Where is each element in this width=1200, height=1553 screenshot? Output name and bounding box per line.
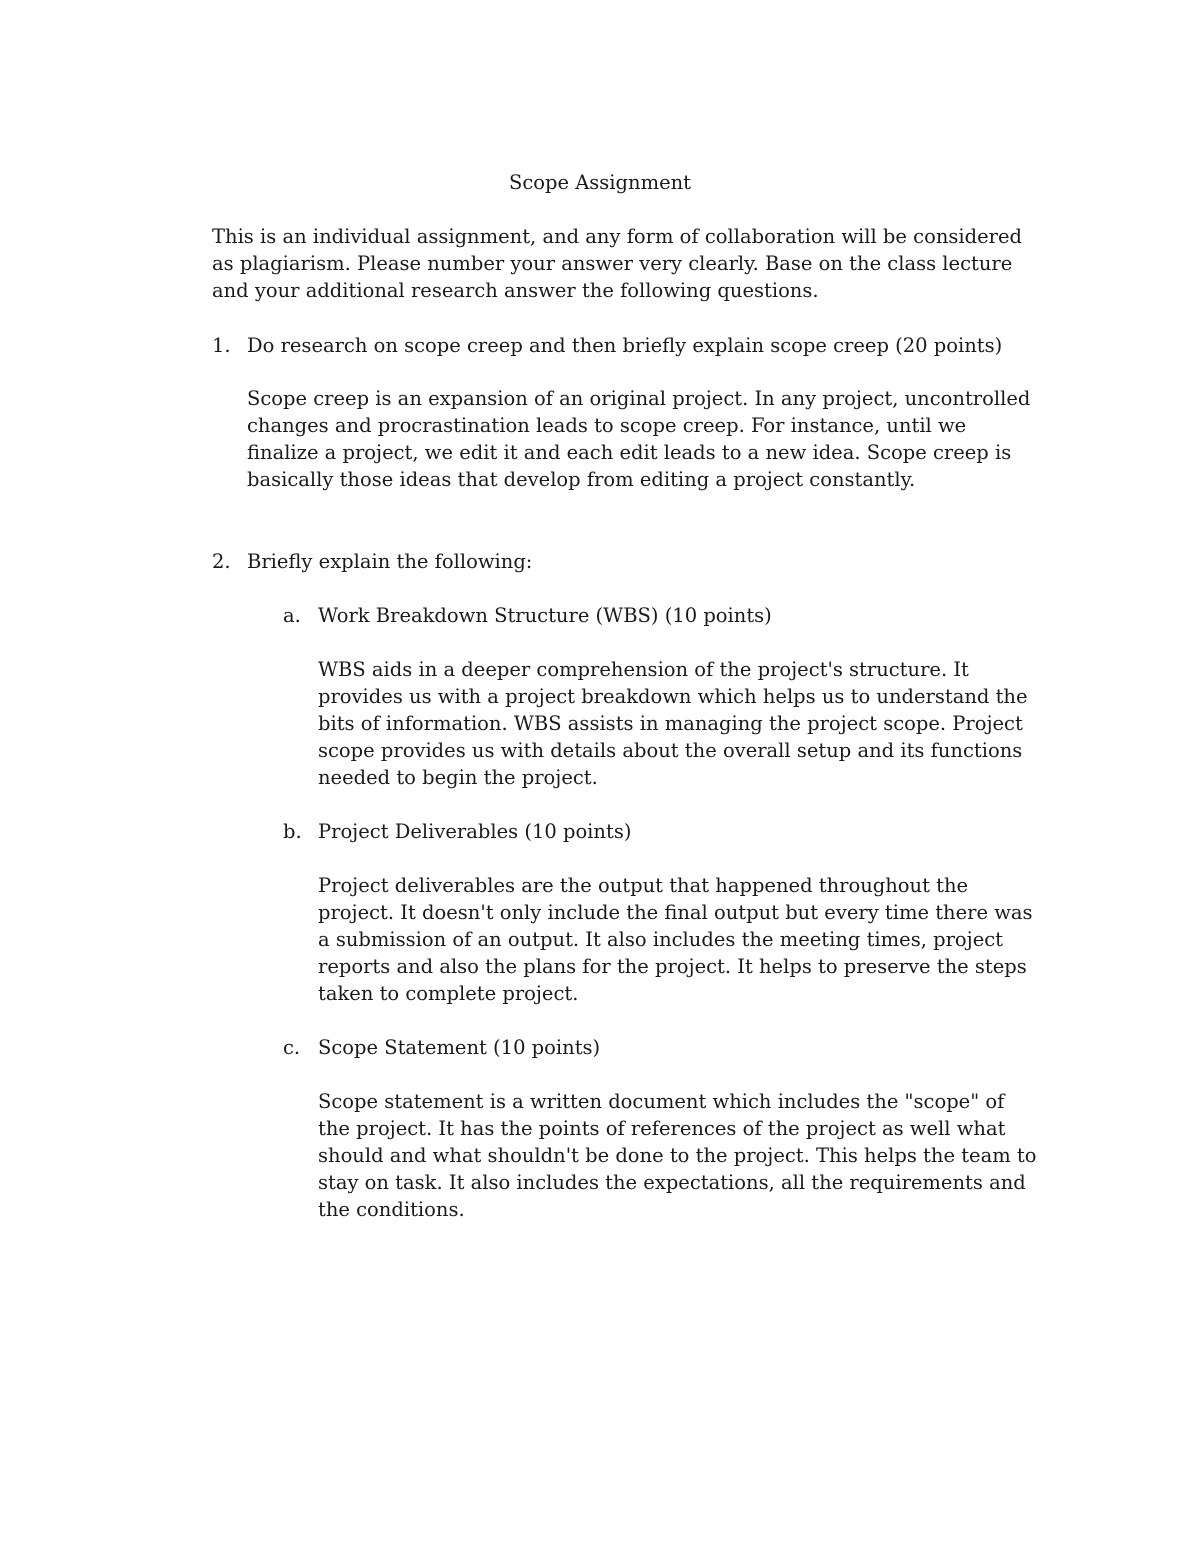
document-title: Scope Assignment <box>508 171 692 194</box>
subitem-c-letter: c. <box>283 1036 301 1059</box>
question-1-number: 1. <box>212 334 231 357</box>
question-1-answer: Scope creep is an expansion of an original project. In any project, uncontrolled changes and procrastination leads to scope creep. For instance, until we finalize a project, we edit it and each edit leads to a new idea. Scope creep is basically those ideas that develop from editing a project constantly. <box>247 387 1031 491</box>
subitem-a-letter: a. <box>283 604 301 627</box>
subitem-c-answer: Scope statement is a written document which includes the "scope" of the project. It has the points of references of the project as well what should and what shouldn't be done to the project. This helps the team to stay on task. It also includes the expectations, all the requirements and the conditions. <box>318 1090 1037 1221</box>
intro-paragraph: This is an individual assignment, and any form of collaboration will be considered as plagiarism. Please number your answer very clearly. Base on the class lecture and your additional research answer the following questions. <box>212 225 1022 302</box>
subitem-b-letter: b. <box>283 820 302 843</box>
subitem-a-answer: WBS aids in a deeper comprehension of the project's structure. It provides us with a project breakdown which helps us to understand the bits of information. WBS assists in managing the project scope. Project scope provides us with details about the overall setup and its functions needed to begin the project. <box>318 658 1028 789</box>
subitem-c-text: Scope Statement (10 points) <box>318 1036 601 1059</box>
subitem-b-text: Project Deliverables (10 points) <box>318 820 632 843</box>
question-2-text: Briefly explain the following: <box>247 550 533 573</box>
question-1-text: Do research on scope creep and then briefly explain scope creep (20 points) <box>247 334 1003 357</box>
question-2-number: 2. <box>212 550 231 573</box>
subitem-a-text: Work Breakdown Structure (WBS) (10 points) <box>318 604 772 627</box>
subitem-b-answer: Project deliverables are the output that happened throughout the project. It doesn't only include the final output but every time there was a submission of an output. It also includes the meeting times, project reports and also the plans for the project. It helps to preserve the steps taken to complete project. <box>318 874 1033 1005</box>
